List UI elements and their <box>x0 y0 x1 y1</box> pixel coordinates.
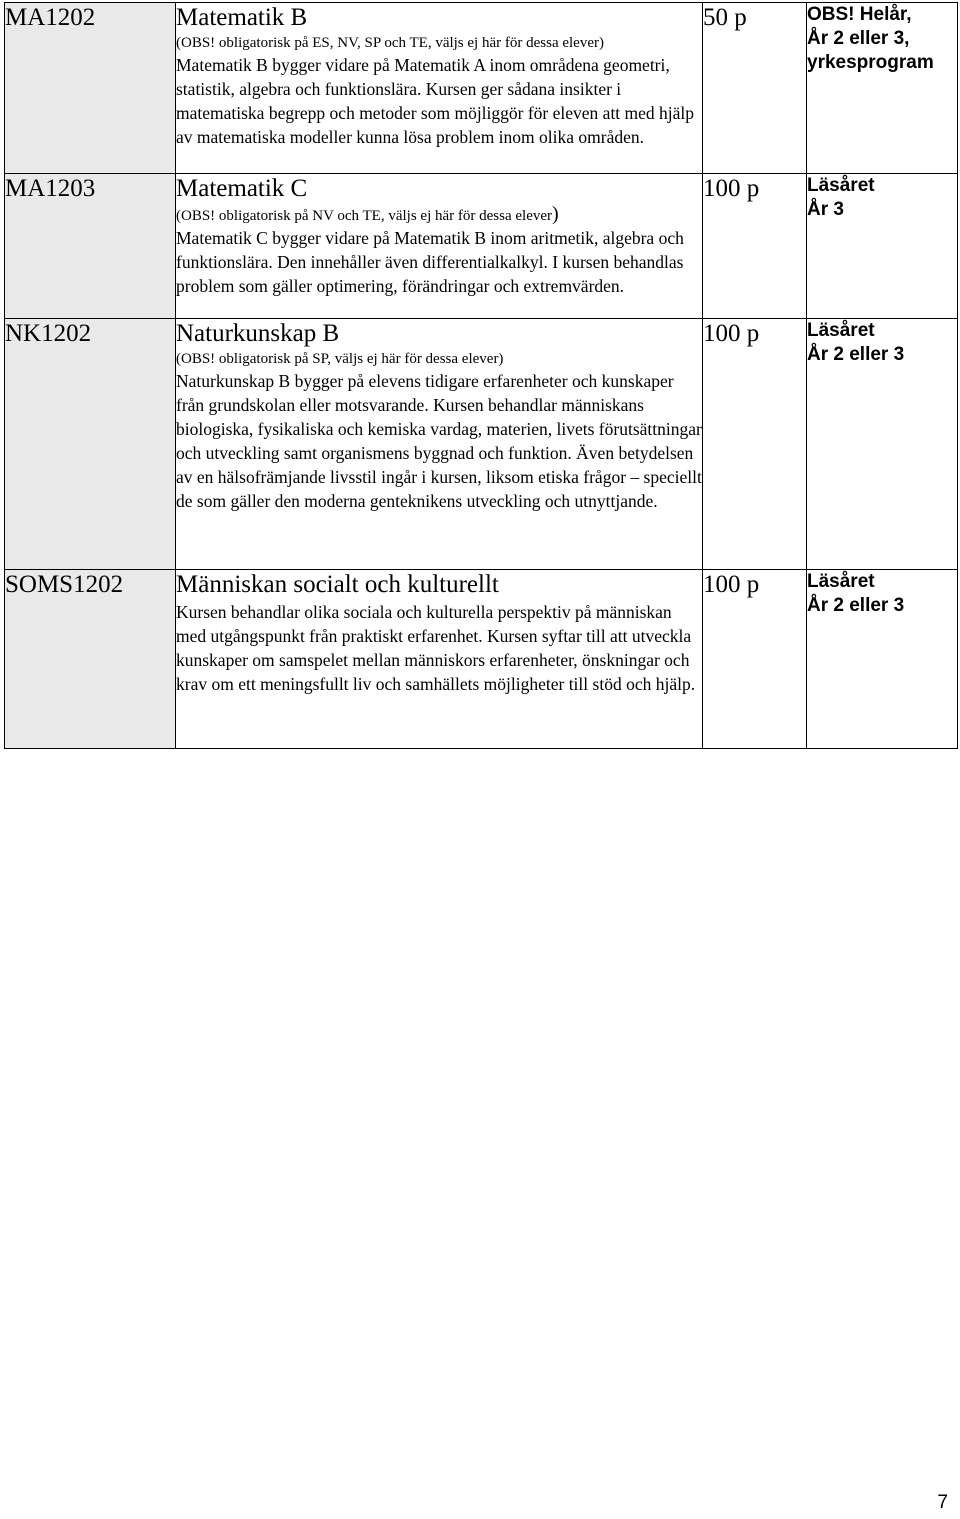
schedule-line: OBS! Helår, <box>807 4 912 25</box>
course-points: 100 p <box>703 319 807 570</box>
course-obs-note: (OBS! obligatorisk på ES, NV, SP och TE, väljs ej här för dessa elever) <box>176 35 604 51</box>
schedule-line: År 2 eller 3 <box>807 595 905 616</box>
course-points: 50 p <box>703 3 807 174</box>
course-table <box>4 2 958 749</box>
course-schedule-note <box>807 570 958 749</box>
course-schedule-note <box>807 3 958 174</box>
course-row-nk1202 <box>5 319 958 570</box>
course-description-cell <box>176 174 703 319</box>
course-obs-note <box>176 204 702 226</box>
schedule-line: År 2 eller 3, <box>807 28 910 49</box>
schedule-line: Läsåret <box>807 175 875 196</box>
page-number: 7 <box>937 1492 948 1513</box>
course-description: Matematik B bygger vidare på Matematik A inom områdena geometri, statistik, algebra och funktionslära. Kursen ger sådana insikter i matematiska begrepp och metoder som möjliggör för eleven att med hjälp av matematiska modeller kunna lösa problem inom olika områden. <box>176 55 695 147</box>
schedule-line: Läsåret <box>807 320 875 341</box>
course-schedule-note <box>807 319 958 570</box>
course-code: MA1203 <box>5 174 176 319</box>
course-description-cell <box>176 3 703 174</box>
course-code: NK1202 <box>5 319 176 570</box>
course-obs-note: (OBS! obligatorisk på SP, väljs ej här för dessa elever) <box>176 351 504 367</box>
course-title: Människan socialt och kulturellt <box>176 571 499 598</box>
obs-close-paren: ) <box>552 203 559 225</box>
course-description: Kursen behandlar olika sociala och kulturella perspektiv på människan med utgångspunkt från praktiskt erfarenhet. Kursen syftar till att utveckla kunskaper om samspelet mellan människors erfarenheter, önskningar och krav om ett meningsfullt liv och samhällets möjligheter till stöd och hjälp. <box>176 602 696 694</box>
course-schedule-note <box>807 174 958 319</box>
course-points: 100 p <box>703 570 807 749</box>
course-row-soms1202 <box>5 570 958 749</box>
schedule-line: År 2 eller 3 <box>807 344 905 365</box>
schedule-line: År 3 <box>807 199 844 220</box>
course-description-cell <box>176 319 703 570</box>
course-title: Naturkunskap B <box>176 320 340 347</box>
course-description: Naturkunskap B bygger på elevens tidigare erfarenheter och kunskaper från grundskolan eller motsvarande. Kursen behandlar människans biologiska, fysikaliska och kemiska vardag, materien, livets förutsättningar och utveckling samt organismens byggnad och funktion. Även betydelsen av en hälsofrämjande livsstil ingår i kursen, liksom etiska frågor – speciellt de som gäller den moderna genteknikens utveckling och utnyttjande. <box>176 371 702 511</box>
course-description: Matematik C bygger vidare på Matematik B inom aritmetik, algebra och funktionslära. Den innehåller även differentialkalkyl. I kursen behandlas problem som gäller optimering, förändringar och extremvärden. <box>176 228 684 296</box>
course-row-ma1203 <box>5 174 958 319</box>
course-title: Matematik B <box>176 4 308 31</box>
course-title: Matematik C <box>176 175 308 202</box>
course-code: SOMS1202 <box>5 570 176 749</box>
course-code: MA1202 <box>5 3 176 174</box>
schedule-line: yrkesprogram <box>807 52 934 73</box>
course-points: 100 p <box>703 174 807 319</box>
obs-text: (OBS! obligatorisk på NV och TE, väljs ej här för dessa elever <box>176 208 553 224</box>
schedule-line: Läsåret <box>807 571 875 592</box>
course-row-ma1202 <box>5 3 958 174</box>
course-description-cell <box>176 570 703 749</box>
